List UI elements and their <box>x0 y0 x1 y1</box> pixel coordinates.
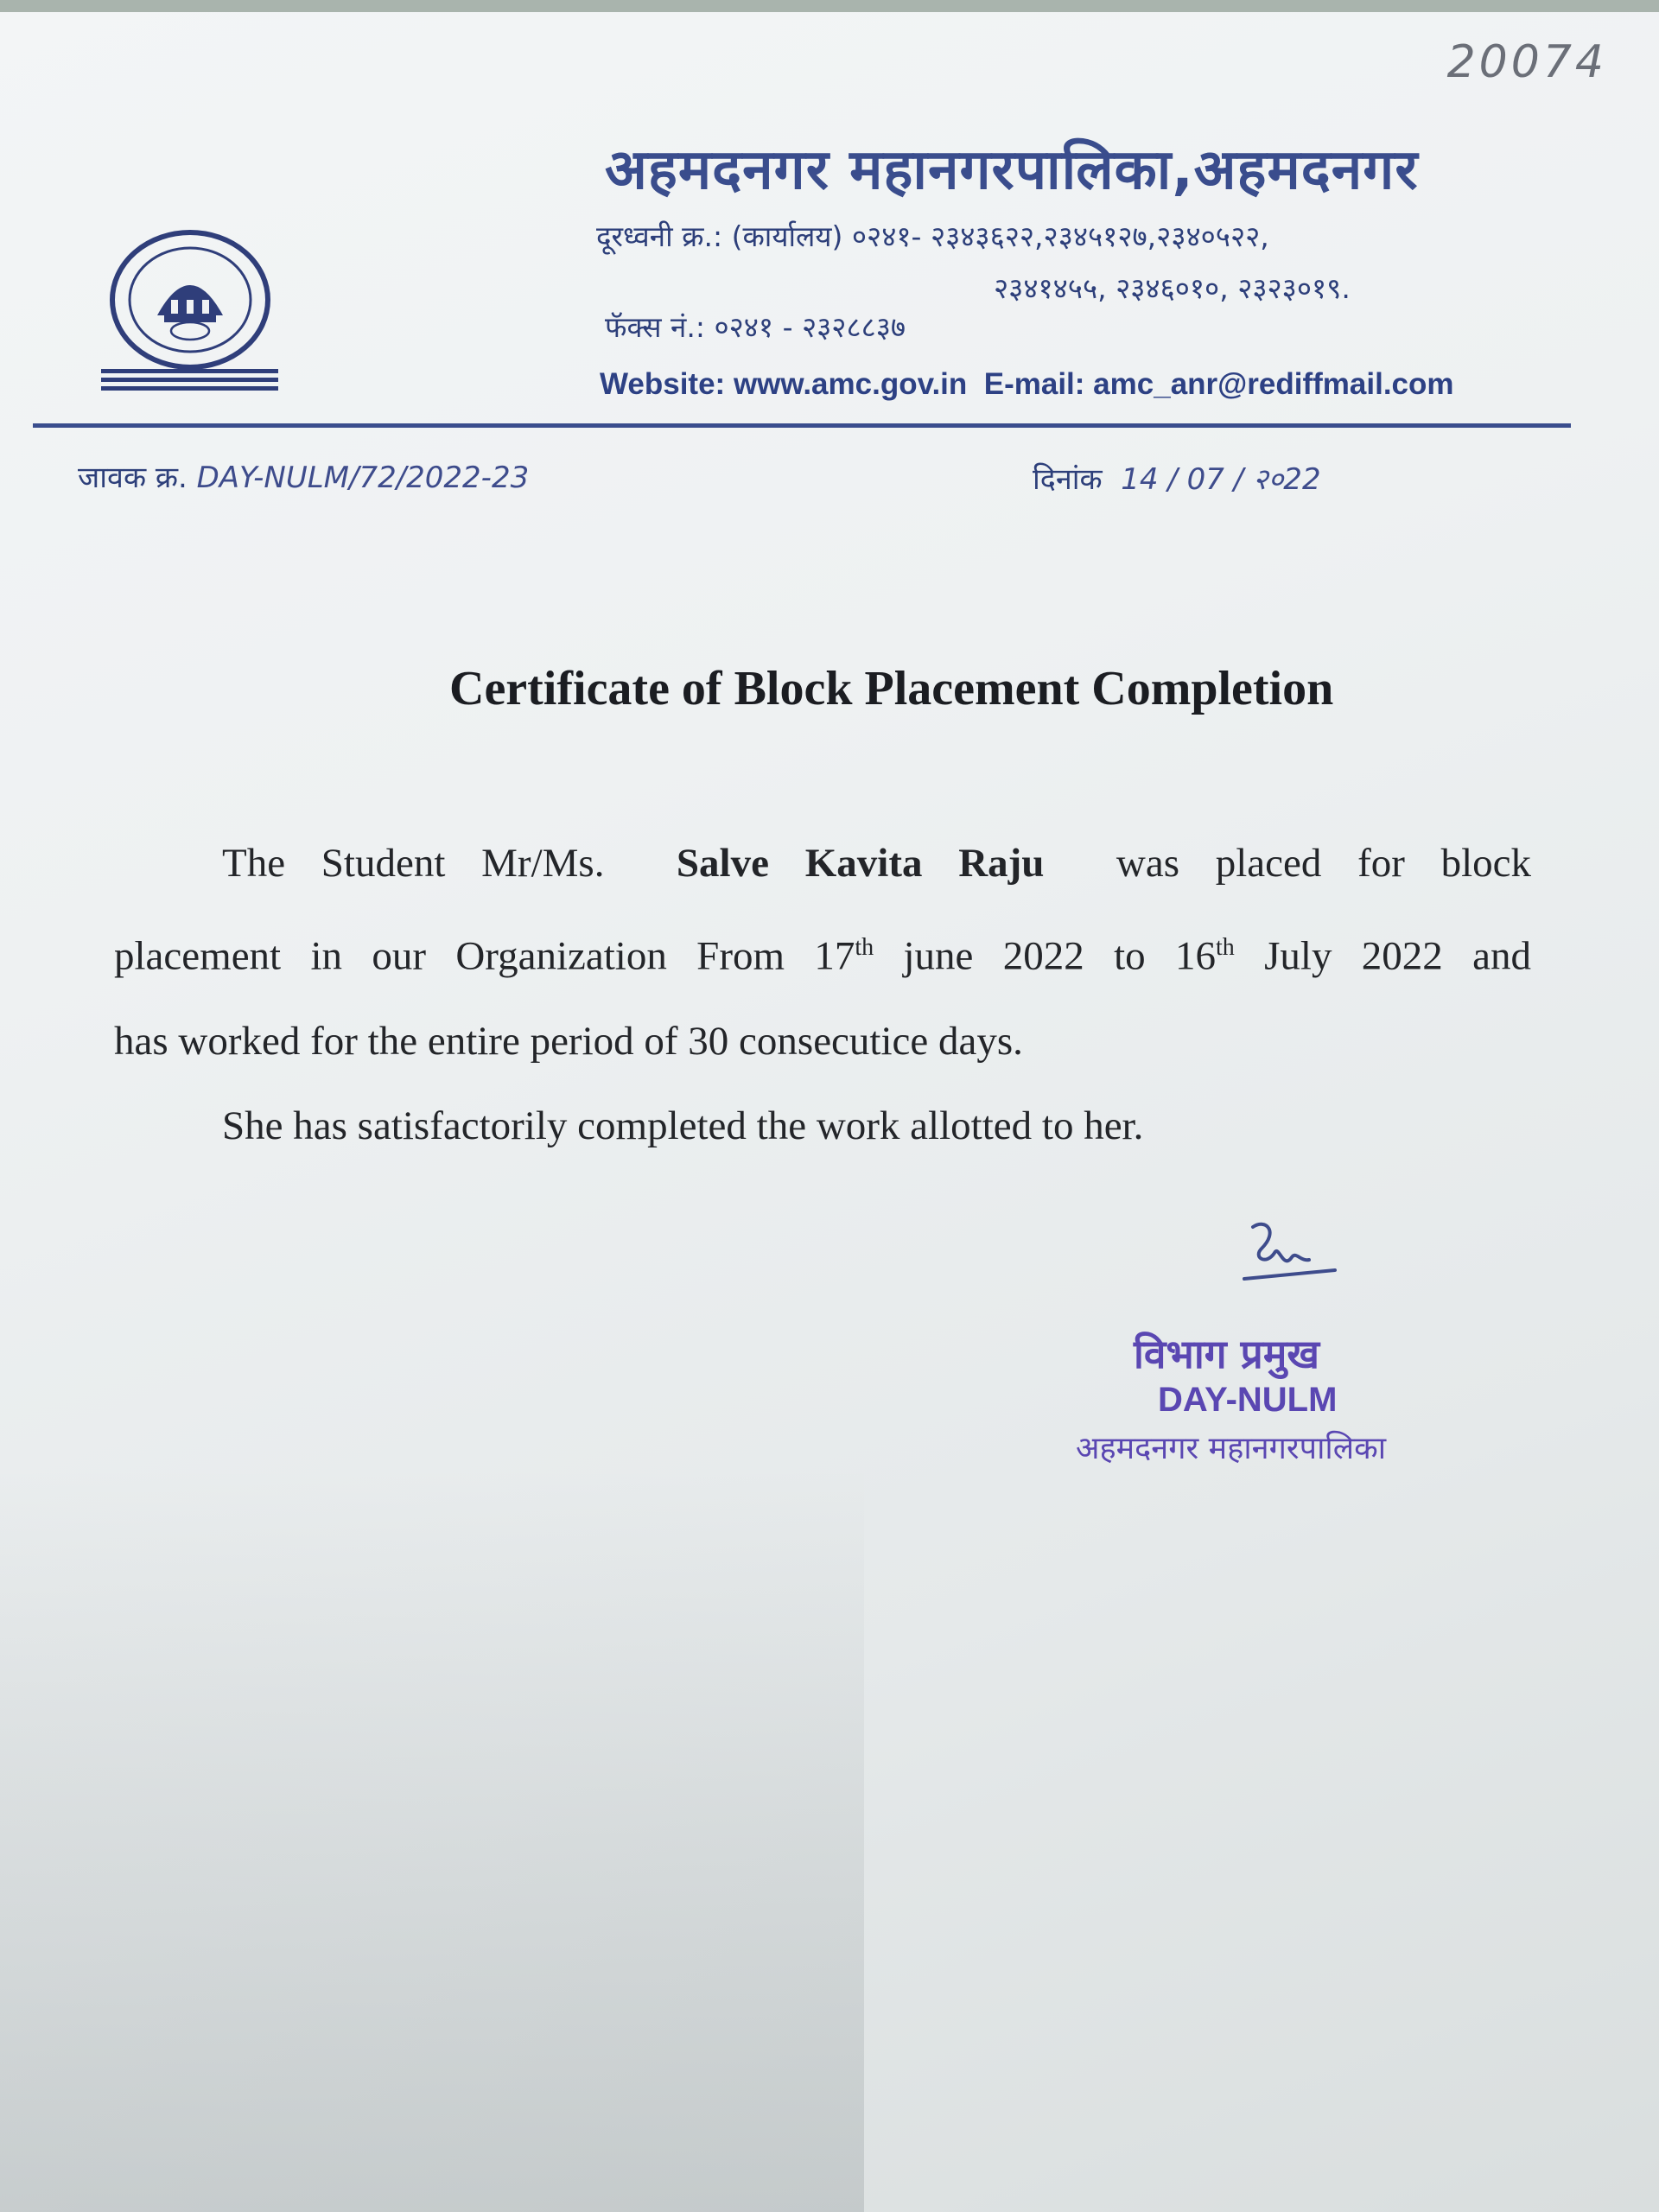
phone-line-2: २३४१४५५, २३४६०१०, २३२३०१९. <box>994 271 1351 305</box>
stamp-organization: अहमदनगर महानगरपालिका <box>1076 1431 1387 1466</box>
email-label: E-mail: <box>983 367 1085 401</box>
date-label: दिनांक <box>1033 462 1103 497</box>
date-value: 14 / 07 / २०22 <box>1121 462 1321 497</box>
reference-number <box>78 456 529 496</box>
website-link[interactable]: www.amc.gov.in <box>733 367 968 401</box>
fax-line: फॅक्स नं.: ०२४१ - २३२८८३७ <box>605 310 906 344</box>
organization-name: अहमदनगर महानगरपालिका,अहमदनगर <box>605 138 1419 202</box>
student-name: Salve Kavita Raju <box>676 841 1045 886</box>
body-line-3: has worked for the entire period of 30 consecutice days. <box>114 1018 1023 1064</box>
website-label: Website: <box>600 367 726 401</box>
certificate-body <box>114 821 1531 1168</box>
handwritten-corner-number: 20074 <box>1446 36 1607 88</box>
paper-shadow <box>0 1469 864 2212</box>
header-divider <box>33 423 1571 428</box>
stamp-program-name: DAY-NULM <box>1158 1381 1338 1419</box>
body-line-2: placement in our Organization From 17th june 2022 to 16th July 2022 and <box>114 933 1531 979</box>
municipal-seal-icon <box>97 220 283 393</box>
signature-icon <box>1227 1218 1339 1296</box>
phone-line-1: दूरध्वनी क्र.: (कार्यालय) ०२४१- २३४३६२२,२३४५१२७,२३४०५२२, <box>596 219 1269 253</box>
certificate-title: Certificate of Block Placement Completion <box>449 662 1334 715</box>
email-link[interactable]: amc_anr@rediffmail.com <box>1093 367 1454 401</box>
body-line-4: She has satisfactorily completed the work allotted to her. <box>222 1103 1144 1148</box>
reference-value: DAY-NULM/72/2022-23 <box>196 461 530 495</box>
date-field <box>1033 458 1321 498</box>
stamp-department-head: विभाग प्रमुख <box>1134 1331 1319 1377</box>
reference-label: जावक क्र. <box>78 461 188 495</box>
body-line-1: The Student Mr/Ms. Salve Kavita Raju was placed for block <box>222 841 1532 886</box>
background-strip <box>0 0 1659 12</box>
contact-line <box>600 367 1454 402</box>
